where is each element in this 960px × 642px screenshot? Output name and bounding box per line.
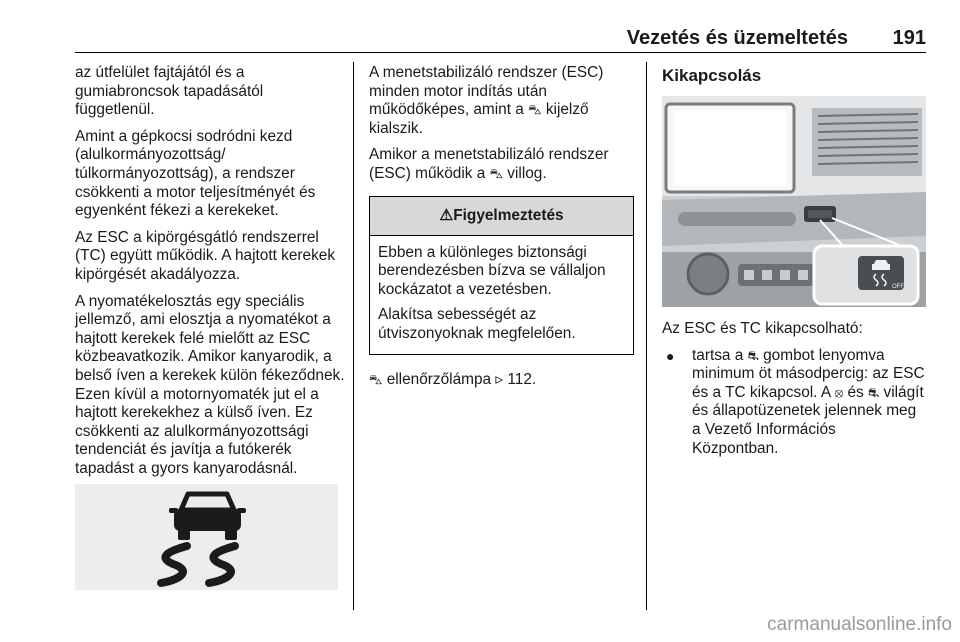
paragraph: Az ESC a kipörgésgátló rendszerrel (TC) együtt működik. A hajtott kerekek kipörgését akadályozza. (75, 228, 336, 283)
column-divider (646, 62, 647, 610)
esc-off-icon: ⛐ (868, 384, 880, 400)
page-number: 191 (892, 27, 926, 49)
warning-body (370, 236, 633, 354)
column-3 (662, 64, 926, 98)
warning-text: Ebben a különleges biztonsági berendezésben bízva se vállaljon kockázatot a vezetésben. (378, 243, 606, 298)
esc-indicator-icon: ⛍ (489, 165, 504, 181)
page-reference-link[interactable]: 112. (507, 370, 537, 388)
esc-indicator-icon: ⛍ (369, 371, 383, 387)
esc-off-button-figure (662, 96, 926, 307)
page-reference-arrow-icon: ▹ (495, 370, 504, 388)
column-divider (353, 62, 354, 610)
esc-off-icon: ⛐ (747, 347, 759, 363)
page-title: Vezetés és üzemeltetés (626, 27, 848, 49)
svg-text:OFF: OFF (892, 284, 904, 290)
paragraph: Amikor a menetstabilizáló rendszer (ESC) működik a ⛍ villog. (369, 146, 609, 182)
column-2 (369, 64, 634, 397)
esc-skid-car-icon (75, 484, 338, 590)
paragraph: Amint a gépkocsi sodródni kezd (alulkormányozottság/ túlkormányozottság), a rendszer csökkenti a motor teljesítményét és egyenként fékezi a kerekeket. (75, 127, 316, 220)
warning-text: Alakítsa sebességét az útviszonyoknak megfelelően. (378, 306, 576, 342)
warning-box (369, 196, 634, 355)
warning-triangle-icon: ⚠ (439, 206, 454, 224)
esc-indicator-icon: ⛍ (528, 102, 542, 118)
paragraph: Az ESC és TC kikapcsolható: (662, 320, 863, 337)
warning-header: ⚠Figyelmeztetés (370, 197, 633, 236)
page-header (75, 22, 926, 53)
esc-symbol-figure (75, 484, 338, 590)
paragraph: az útfelület fajtájától és a gumiabroncsok tapadásától függetlenül. (75, 64, 264, 119)
bullet-icon: ● (666, 347, 675, 364)
paragraph: A menetstabilizáló rendszer (ESC) minden motor indítás után működőképes, amint a ⛍ kijelző kialszik. (369, 64, 604, 137)
cross-reference: ⛍ ellenőrzőlámpa ▹ 112. (369, 370, 537, 388)
list-item: ● tartsa a ⛐ gombot lenyomva minimum öt másodpercig: az ESC és a TC kikapcsol. A ⦻ és ⛐ világít és állapotüzenetek jelennek meg a Vezető Információs Központban. (666, 346, 925, 457)
paragraph: A nyomatékelosztás egy speciális jellemző, ami elosztja a nyomatékot a hajtott kerekek felé mielőtt az ESC közbeavatkozik. Amikor kanyarodik, a belső íven a kerekek külön fékeződnek. Ezen kívül a motornyomaték jut el a hajtott kerekekhez a külső íven. Ez csökkenti az alulkormányozottsági tendenciát és javítja a futókerék tapadást a gyors kanyarodásnál. (75, 292, 345, 477)
tc-off-icon: ⦻ (834, 384, 844, 400)
dashboard-esc-off-button-photo (662, 96, 926, 307)
column-1 (75, 64, 347, 486)
column-3-text (662, 320, 926, 458)
section-heading: Kikapcsolás (662, 66, 762, 85)
watermark: carmanualsonline.info (767, 614, 952, 635)
